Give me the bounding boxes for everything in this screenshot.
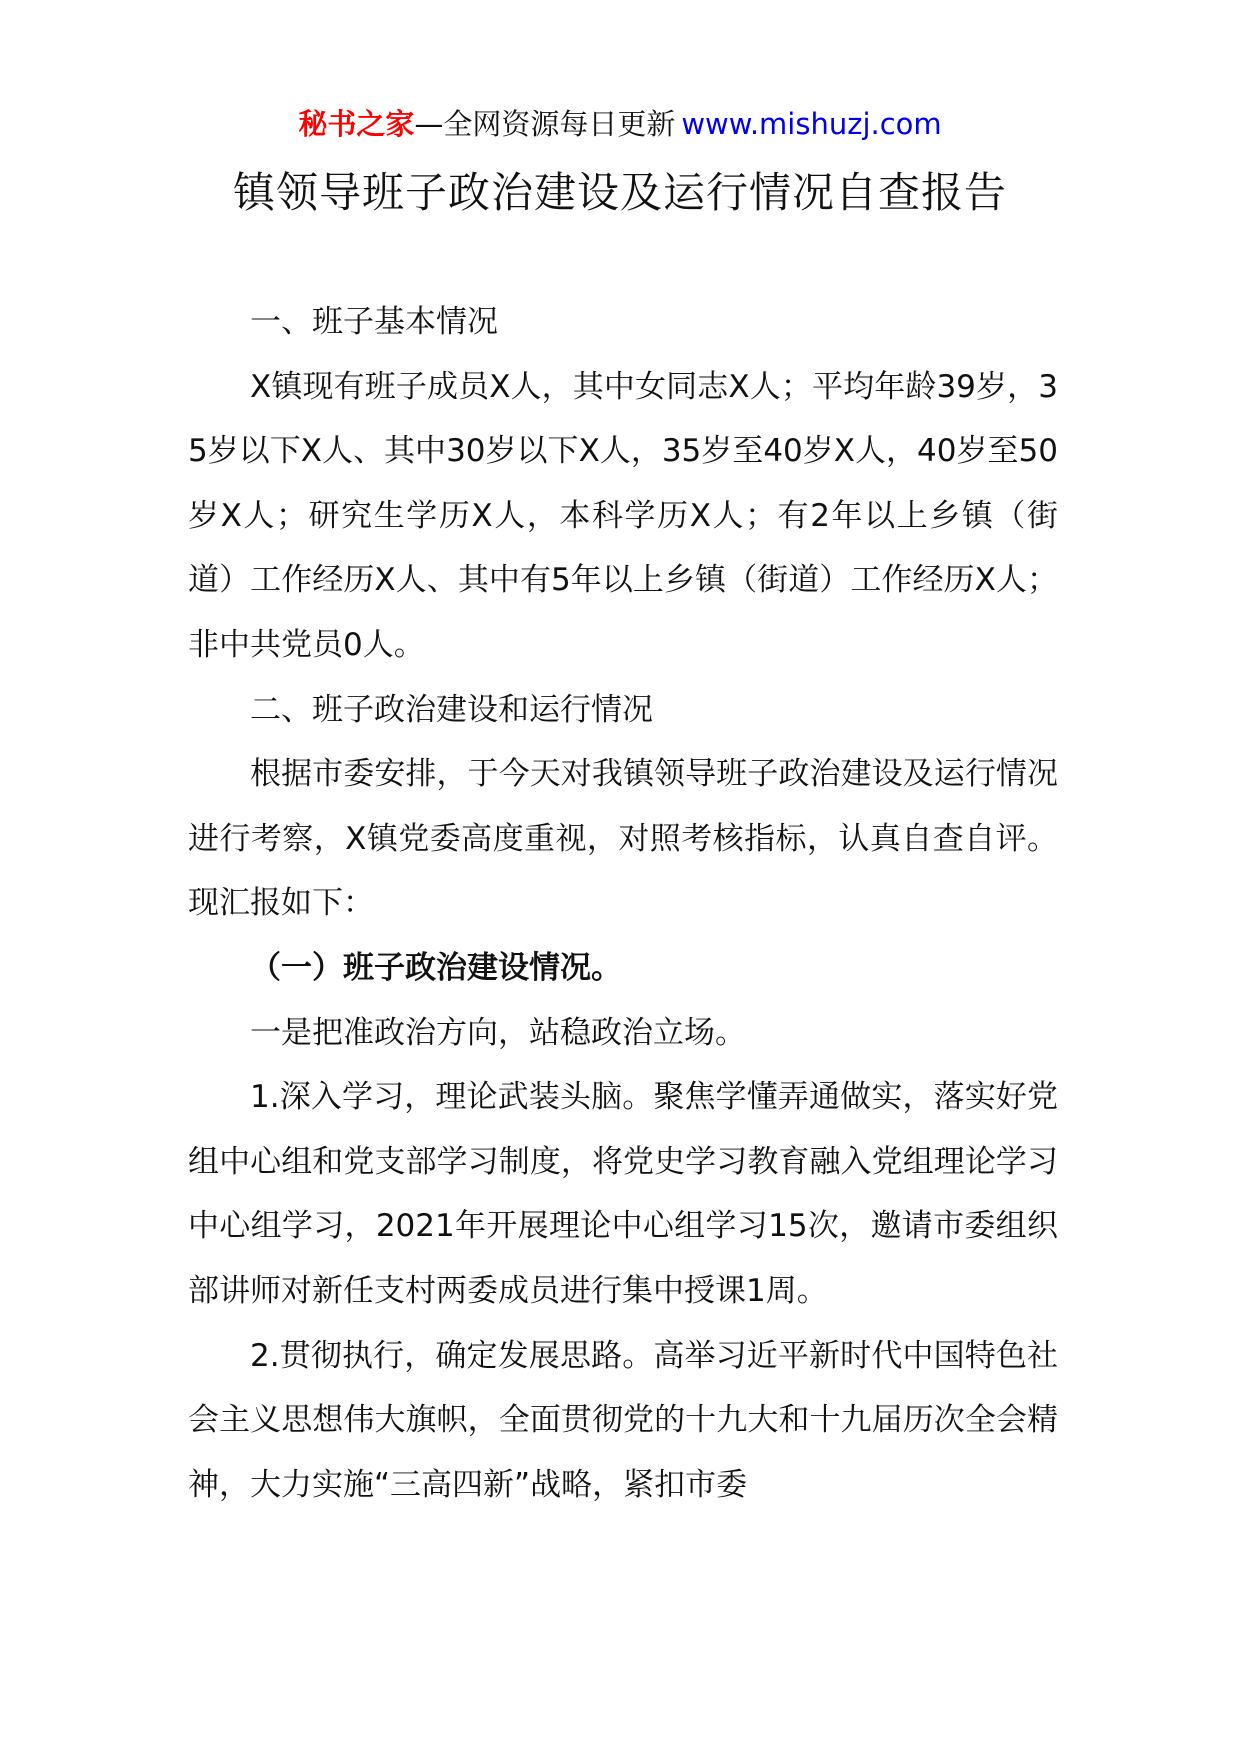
paragraph-intro: 根据市委安排，于今天对我镇领导班子政治建设及运行情况进行考察，X镇党委高度重视，对照考核指标，认真自查自评。现汇报如下： (188, 756, 1058, 922)
document-body (188, 290, 1058, 1517)
paragraph-study: 1.深入学习，理论武装头脑。聚焦学懂弄通做实，落实好党组中心组和党支部学习制度，将党史学习教育融入党组理论学习中心组学习，2021年开展理论中心组学习15次，邀请市委组织部讲师对新任支村两委成员进行集中授课1周。 (188, 1079, 1058, 1309)
site-brand: 秘书之家 (298, 107, 415, 141)
site-tagline: —全网资源每日更新 (414, 107, 676, 141)
subsection-heading: （一）班子政治建设情况。 (250, 949, 622, 986)
paragraph-point-one: 一是把准政治方向，站稳政治立场。 (250, 1014, 746, 1051)
site-url-link[interactable]: www.mishuzj.com (681, 107, 942, 141)
site-header (0, 104, 1240, 144)
section-heading-political-building: 二、班子政治建设和运行情况 (250, 691, 653, 728)
document-title: 镇领导班子政治建设及运行情况自查报告 (232, 168, 1007, 217)
paragraph-basic-info: X镇现有班子成员X人，其中女同志X人；平均年龄39岁，35岁以下X人、其中30岁以下X人，35岁至40岁X人，40岁至50岁X人；研究生学历X人，本科学历X人；有2年以上乡镇（街道）工作经历X人、其中有5年以上乡镇（街道）工作经历X人；非中共党员0人。 (188, 368, 1058, 663)
section-heading-basic-info: 一、班子基本情况 (250, 304, 498, 340)
paragraph-implementation: 2.贯彻执行，确定发展思路。高举习近平新时代中国特色社会主义思想伟大旗帜，全面贯彻党的十九大和十九届历次全会精神，大力实施“三高四新”战略，紧扣市委 (188, 1337, 1058, 1503)
